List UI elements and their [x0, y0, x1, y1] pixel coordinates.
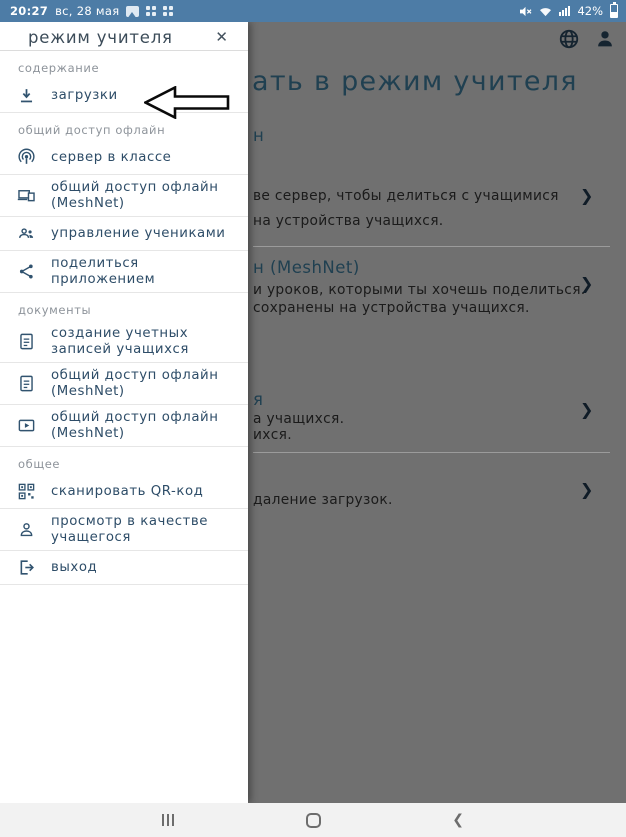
drawer-item-label: просмотр в качестве учащегося [51, 514, 208, 545]
app-grid-notification-icon [163, 6, 173, 16]
drawer-item-offline-sharing-meshnet[interactable] [0, 175, 248, 217]
drawer-header [0, 22, 248, 51]
android-nav-bar [0, 803, 626, 837]
drawer-item-label: загрузки [51, 87, 118, 103]
drawer-item-offline-sharing-video[interactable] [0, 405, 248, 447]
drawer-item-scan-qr[interactable] [0, 475, 248, 509]
section-label-documents: документы [18, 303, 92, 317]
drawer-item-label: общий доступ офлайн (MeshNet) [51, 180, 219, 211]
drawer-item-create-learner-accounts[interactable] [0, 321, 248, 363]
devices-icon [17, 186, 36, 205]
back-button[interactable]: ❮ [452, 812, 464, 828]
date: вс, 28 мая [55, 4, 120, 18]
drawer-item-manage-learners[interactable] [0, 217, 248, 251]
drawer-item-label: управление учениками [51, 225, 226, 241]
download-icon [17, 86, 36, 105]
navigation-drawer [0, 22, 248, 803]
section-label-offline-sharing: общий доступ офлайн [18, 123, 166, 137]
mute-icon [519, 6, 532, 17]
section-label-content: содержание [18, 61, 100, 75]
signal-icon [559, 6, 570, 16]
drawer-item-label: сканировать QR-код [51, 483, 204, 499]
drawer-title: режим учителя [28, 27, 173, 47]
app-grid-notification-icon [146, 6, 156, 16]
recent-apps-button[interactable] [162, 814, 174, 826]
battery-icon [610, 4, 618, 18]
drawer-item-offline-sharing-doc[interactable] [0, 363, 248, 405]
wifi-icon [539, 6, 552, 17]
home-button[interactable] [306, 813, 321, 828]
person-icon [17, 520, 36, 539]
drawer-item-sign-out[interactable] [0, 551, 248, 585]
drawer-item-label: создание учетных записей учащихся [51, 326, 189, 357]
drawer-item-share-app[interactable] [0, 251, 248, 293]
battery-percent: 42% [577, 4, 603, 18]
group-icon [17, 224, 36, 243]
screenshot-notification-icon [126, 6, 139, 17]
drawer-item-label: выход [51, 559, 98, 575]
drawer-item-label: общий доступ офлайн (MeshNet) [51, 410, 219, 441]
drawer-item-label: поделиться приложением [51, 256, 156, 287]
video-icon [17, 416, 36, 435]
clock: 20:27 [10, 4, 49, 18]
status-bar [0, 0, 626, 22]
close-icon[interactable]: ✕ [215, 27, 228, 46]
divider [253, 452, 610, 453]
drawer-item-label: сервер в классе [51, 149, 172, 165]
section-label-general: общее [18, 457, 61, 471]
wifi-tethering-icon [17, 148, 36, 167]
drawer-item-label: общий доступ офлайн (MeshNet) [51, 368, 219, 399]
document-icon [17, 332, 36, 351]
drawer-item-classroom-server[interactable] [0, 141, 248, 175]
divider [253, 246, 610, 247]
document-icon [17, 374, 36, 393]
annotation-arrow-icon [144, 86, 230, 119]
qr-code-icon [17, 482, 36, 501]
drawer-item-view-as-learner[interactable] [0, 509, 248, 551]
logout-icon [17, 558, 36, 577]
share-icon [17, 262, 36, 281]
